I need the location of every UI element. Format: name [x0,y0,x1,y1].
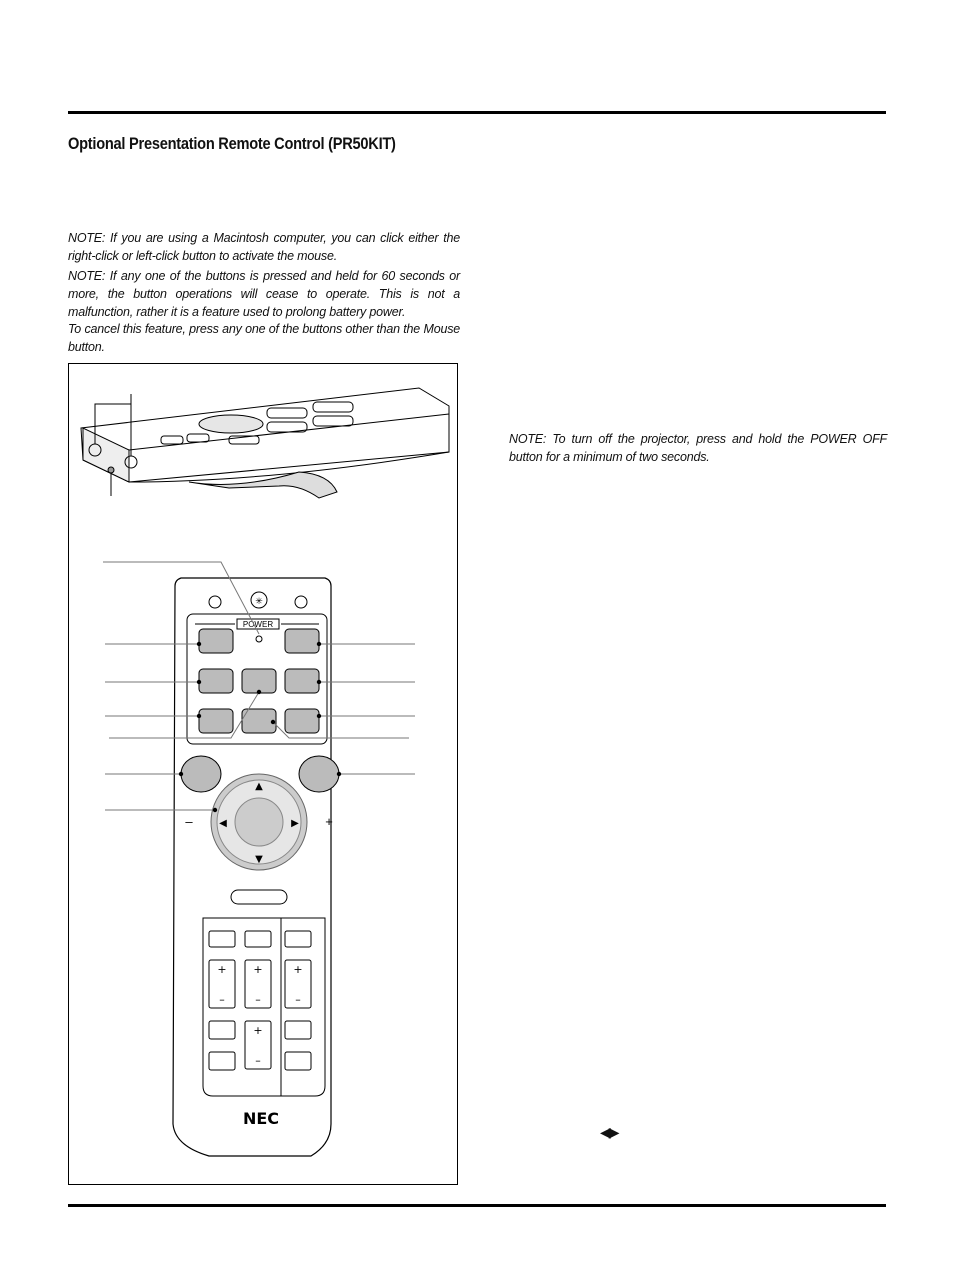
plus-sign: + [325,814,333,829]
svg-text:–: – [295,993,301,1006]
svg-text:+: + [253,963,263,976]
power-off-button [285,629,319,653]
remote-illustration [69,364,459,1186]
left-right-arrows-icon: ◀▶ [600,1124,618,1140]
remote-perspective-view [81,388,449,498]
note-power-off: NOTE: To turn off the projector, press and hold the POWER OFF button for a minimum of two seconds. [509,432,887,464]
minus-sign: – [185,814,193,829]
note-hold-buttons: NOTE: If any one of the buttons is pressed and held for 60 seconds or more, the button operations will cease to operate. This is not a malfunction, rather it is a feature used to prolong battery power. [68,269,460,319]
note-cancel-feature: To cancel this feature, press any one of the buttons other than the Mouse button. [68,322,460,354]
svg-text:+: + [253,1024,263,1037]
note-macintosh: NOTE: If you are using a Macintosh computer, you can click either the right-click or left-click button to activate the mouse. [68,231,460,263]
svg-text:✳: ✳ [255,597,263,607]
arrow-down-icon: ▼ [255,854,263,865]
laser-icon [251,592,267,608]
remote-front-view [173,578,339,1156]
top-rule [68,111,886,114]
bottom-rule [68,1204,886,1207]
arrow-up-icon: ▲ [255,781,263,792]
power-label: POWER [242,620,274,629]
power-on-button [199,629,233,653]
svg-text:–: – [255,1054,261,1067]
page-title: Optional Presentation Remote Control (PR50KIT) [68,134,396,153]
svg-text:–: – [255,993,261,1006]
nec-logo: NEC [242,1109,280,1128]
svg-text:+: + [293,963,303,976]
svg-text:+: + [217,963,227,976]
arrow-right-icon: ▶ [291,818,299,829]
remote-control-figure [68,363,458,1185]
arrow-left-icon: ◀ [219,818,227,829]
svg-text:–: – [219,993,225,1006]
